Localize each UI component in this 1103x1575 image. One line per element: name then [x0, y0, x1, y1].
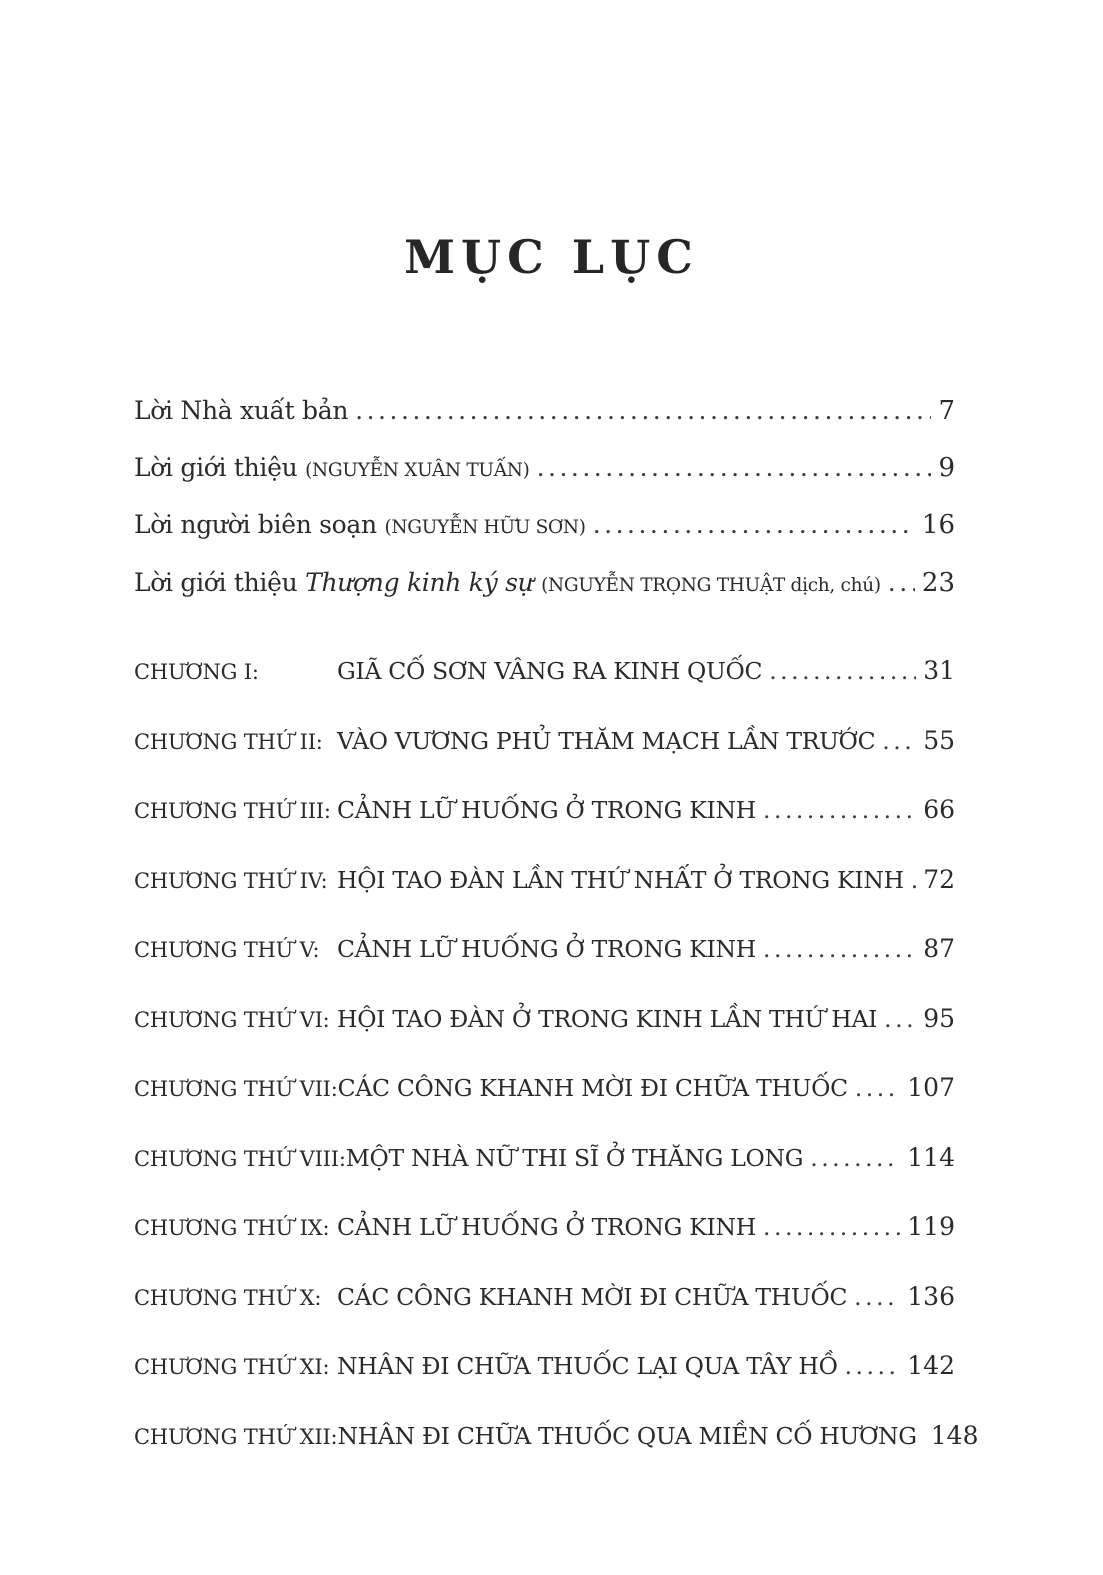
- page-number: 119: [907, 1212, 955, 1241]
- toc-entry-text: [134, 568, 881, 598]
- dot-leader: [855, 1073, 900, 1104]
- entry-author: (NGUYỄN HỮU SƠN): [384, 517, 586, 539]
- entry-author: (NGUYỄN XUÂN TUẤN): [305, 460, 530, 482]
- page-number: 55: [923, 725, 955, 755]
- toc-entry-chapter: [134, 1003, 955, 1036]
- toc-entry-chapter: [134, 933, 955, 966]
- toc-entry-text: [134, 453, 530, 483]
- entry-author: (NGUYỄN TRỌNG THUẬT dịch, chú): [541, 574, 881, 596]
- toc-entry: [134, 510, 955, 541]
- entry-work-title: Thượng kinh ký sự: [305, 567, 542, 597]
- chapter-label: CHƯƠNG I:: [134, 660, 259, 684]
- entry-label: Lời Nhà xuất bản: [134, 396, 349, 425]
- dot-leader: [593, 510, 915, 540]
- chapter-label: CHƯƠNG THỨ IX:: [134, 1216, 330, 1240]
- chapter-title: HỘI TAO ĐÀN Ở TRONG KINH LẦN THỨ HAI: [337, 1004, 878, 1033]
- dot-leader: [763, 795, 916, 826]
- page-number: 23: [921, 567, 955, 598]
- entry-label: Lời người biên soạn: [134, 510, 385, 540]
- chapter-title: VÀO VƯƠNG PHỦ THĂM MẠCH LẦN TRƯỚC: [337, 726, 876, 755]
- page-number: 142: [907, 1351, 955, 1380]
- chapter-title: NHÂN ĐI CHỮA THUỐC LẠI QUA TÂY HỒ: [337, 1352, 838, 1380]
- dot-leader: [882, 726, 916, 757]
- page-number: 107: [907, 1073, 955, 1102]
- chapter-label: CHƯƠNG THỨ VII:: [134, 1077, 338, 1101]
- dot-leader: [763, 1212, 900, 1243]
- toc-entry-text: [134, 510, 586, 540]
- entry-label: Lời giới thiệu: [134, 567, 306, 597]
- toc-entry-chapter: [134, 1211, 955, 1244]
- toc-entry-chapter: [134, 725, 955, 758]
- chapter-title: CẢNH LỮ HUỐNG Ở TRONG KINH: [337, 1213, 756, 1241]
- toc-entry-text: [134, 396, 348, 426]
- chapter-title: NHÂN ĐI CHỮA THUỐC QUA MIỀN CỐ HƯƠNG: [337, 1421, 917, 1450]
- page-number: 148: [930, 1420, 979, 1450]
- chapter-label: CHƯƠNG THỨ V:: [134, 938, 320, 962]
- chapter-list: [134, 655, 979, 1489]
- chapter-label: CHƯƠNG THỨ III:: [134, 799, 331, 823]
- toc-entry-chapter: [134, 1072, 955, 1105]
- page-number: 7: [938, 396, 955, 426]
- chapter-label: CHƯƠNG THỨ XI:: [134, 1355, 330, 1379]
- dot-leader: [845, 1351, 901, 1382]
- chapter-label: CHƯƠNG THỨ II:: [134, 729, 323, 754]
- chapter-title: CÁC CÔNG KHANH MỜI ĐI CHỮA THUỐC: [337, 1282, 848, 1311]
- toc-entry-chapter: [134, 655, 955, 688]
- dot-leader: [911, 865, 916, 896]
- toc-entry-chapter: [134, 1350, 955, 1383]
- toc-entry-chapter: [134, 1142, 955, 1175]
- dot-leader: [884, 1004, 916, 1035]
- front-matter-list: [134, 396, 955, 625]
- toc-entry: [134, 396, 955, 427]
- entry-label: Lời giới thiệu: [134, 453, 306, 483]
- toc-entry-chapter: [134, 1281, 955, 1314]
- chapter-label: CHƯƠNG THỨ XII:: [134, 1424, 338, 1449]
- chapter-title: GIÃ CỐ SƠN VÂNG RA KINH QUỐC: [337, 657, 763, 685]
- dot-leader: [854, 1282, 900, 1313]
- page-number: 72: [923, 864, 955, 894]
- page-number: 66: [923, 795, 955, 824]
- chapter-label: CHƯƠNG THỨ IV:: [134, 868, 328, 893]
- dot-leader: [769, 656, 916, 687]
- page-title: MỤC LỤC: [404, 230, 699, 284]
- page-number: 31: [923, 656, 955, 685]
- page-number: 9: [938, 453, 955, 484]
- chapter-label: CHƯƠNG THỨ VIII:: [134, 1146, 346, 1171]
- page-number: 87: [923, 934, 955, 963]
- toc-entry: [134, 568, 955, 599]
- page-number: 114: [907, 1142, 955, 1172]
- dot-leader: [355, 396, 931, 426]
- page-number: 95: [923, 1003, 955, 1033]
- dot-leader: [537, 453, 932, 483]
- toc-entry-chapter: [134, 794, 955, 827]
- dot-leader: [888, 568, 915, 598]
- chapter-title: CÁC CÔNG KHANH MỜI ĐI CHỮA THUỐC: [337, 1074, 848, 1102]
- chapter-label: CHƯƠNG THỨ X:: [134, 1285, 322, 1310]
- toc-entry: [134, 453, 955, 484]
- chapter-title: CẢNH LỮ HUỐNG Ở TRONG KINH: [337, 796, 756, 824]
- page-number: 136: [907, 1281, 955, 1311]
- page-number: 16: [921, 510, 955, 541]
- chapter-title: CẢNH LỮ HUỐNG Ở TRONG KINH: [337, 935, 756, 963]
- dot-leader: [763, 934, 916, 965]
- toc-entry-chapter: [134, 864, 955, 897]
- dot-leader: [810, 1143, 900, 1174]
- toc-entry-chapter: [134, 1420, 979, 1453]
- chapter-title: HỘI TAO ĐÀN LẦN THỨ NHẤT Ở TRONG KINH: [337, 865, 904, 894]
- chapter-label: CHƯƠNG THỨ VI:: [134, 1007, 330, 1032]
- chapter-title: MỘT NHÀ NỮ THI SĨ Ở THĂNG LONG: [345, 1143, 804, 1172]
